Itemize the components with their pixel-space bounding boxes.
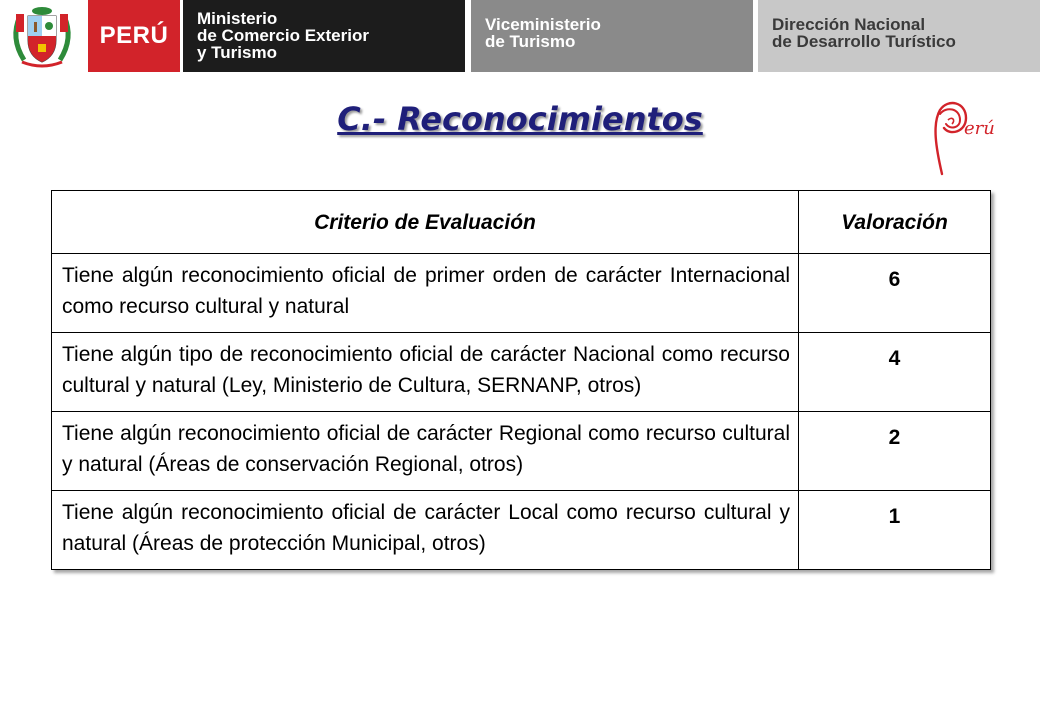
valoracion-cell: 4 — [799, 333, 991, 412]
peru-brand-block — [88, 0, 180, 72]
ministerio-line-1: Ministerio — [197, 9, 278, 28]
table-row — [52, 491, 991, 570]
ministerio-line-2: de Comercio Exterior — [197, 26, 369, 45]
viceministerio-block — [471, 0, 753, 72]
peru-coat-of-arms-icon — [6, 2, 78, 72]
table-row — [52, 333, 991, 412]
column-header-valoracion: Valoración — [799, 191, 991, 254]
criterio-cell: Tiene algún reconocimiento oficial de carácter Local como recurso cultural y natural (Áreas de protección Municipal, otros) — [52, 491, 799, 570]
svg-text:erú: erú — [964, 118, 995, 139]
viceministerio-line-2: de Turismo — [485, 32, 576, 51]
peru-label: PERÚ — [99, 22, 169, 49]
ministerio-line-3: y Turismo — [197, 43, 277, 62]
table-header-row — [52, 191, 991, 254]
table-row — [52, 412, 991, 491]
ministerio-block — [183, 0, 465, 72]
valoracion-cell: 1 — [799, 491, 991, 570]
page-title: C.- Reconocimientos — [337, 100, 703, 138]
criterio-cell: Tiene algún tipo de reconocimiento oficial de carácter Nacional como recurso cultural y natural (Ley, Ministerio de Cultura, SERNANP, otros) — [52, 333, 799, 412]
valoracion-cell: 6 — [799, 254, 991, 333]
header-banner — [0, 0, 1040, 74]
column-header-criterio: Criterio de Evaluación — [52, 191, 799, 254]
evaluation-table — [51, 190, 991, 570]
criterio-cell: Tiene algún reconocimiento oficial de carácter Regional como recurso cultural y natural (Áreas de conservación Regional, otros) — [52, 412, 799, 491]
direccion-line-2: de Desarrollo Turístico — [772, 32, 956, 51]
criterio-cell: Tiene algún reconocimiento oficial de primer orden de carácter Internacional como recurso cultural y natural — [52, 254, 799, 333]
direccion-block — [758, 0, 1040, 72]
marca-peru-logo-icon — [926, 96, 1006, 180]
direccion-line-1: Dirección Nacional — [772, 15, 926, 34]
valoracion-cell: 2 — [799, 412, 991, 491]
table-row — [52, 254, 991, 333]
viceministerio-line-1: Viceministerio — [485, 15, 601, 34]
